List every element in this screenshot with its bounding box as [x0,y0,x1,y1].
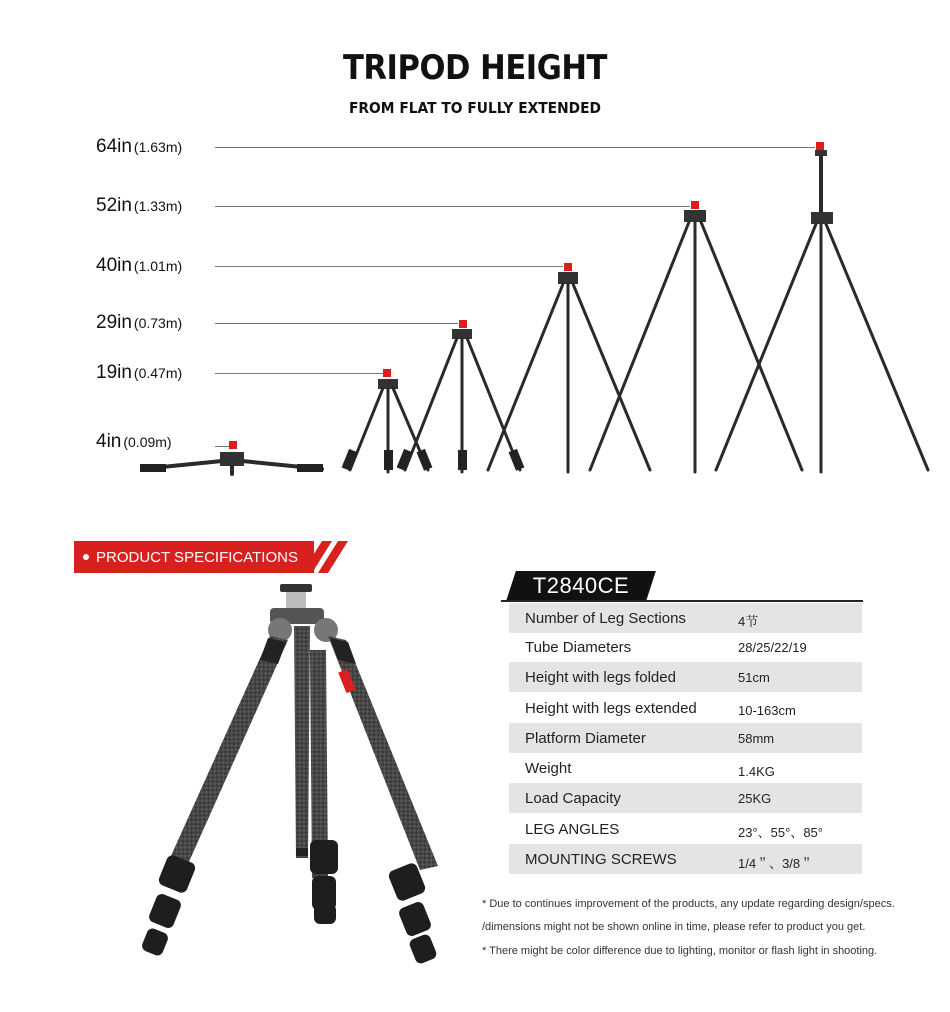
banner-label: PRODUCT SPECIFICATIONS [96,549,298,566]
spec-value: 58mm [738,731,775,746]
product-specifications-banner [74,541,336,573]
height-inches: 64in [96,136,132,157]
spec-row [509,783,862,813]
height-inches: 29in [96,312,132,333]
spec-value: 28/25/22/19 [738,640,807,655]
height-meters: (1.63m) [133,139,183,155]
spec-label: Weight [525,760,572,777]
height-meters: (1.33m) [133,198,183,214]
spec-row [509,632,862,662]
spec-label: Tube Diameters [525,639,632,656]
spec-value: 4节 [738,614,759,629]
spec-label: Height with legs extended [525,700,697,717]
disclaimer-note: * Due to continues improvement of the products, any update regarding design/specs. [482,898,895,910]
tripod-19in [342,379,433,472]
spec-label: LEG ANGLES [525,821,620,838]
tripod-flat [140,452,323,474]
height-meters: (0.09m) [123,434,172,450]
height-inches: 19in [96,362,132,383]
spec-label: Number of Leg Sections [525,610,686,627]
spec-value: 25KG [738,791,772,806]
height-meters: (0.73m) [133,315,183,331]
tripod-40in [488,272,650,472]
spec-row [509,693,862,723]
spec-row [509,753,862,783]
spec-label: Height with legs folded [525,669,676,686]
height-meters: (0.47m) [133,365,183,381]
page-title: TRIPOD HEIGHT [343,48,607,88]
spec-row [509,603,862,633]
page-subtitle: FROM FLAT TO FULLY EXTENDED [349,99,601,117]
spec-value: 10-163cm [738,703,796,718]
spec-value: 1/4＂、3/8＂ [738,856,814,871]
spec-row [509,844,862,874]
height-inches: 4in [96,431,122,452]
spec-row [509,814,862,844]
tripod-29in [397,329,525,472]
product-tripod-image [130,578,460,978]
spec-label: MOUNTING SCREWS [525,851,677,868]
height-meters: (1.01m) [133,258,183,274]
model-name: T2840CE [532,573,630,598]
disclaimer-note: * There might be color difference due to lighting, monitor or flash light in shooting. [482,945,878,957]
spec-row [509,662,862,692]
tripod-64in [716,150,928,472]
spec-label: Platform Diameter [525,730,646,747]
spec-value: 1.4KG [738,764,775,779]
model-underline [501,600,863,602]
height-inches: 52in [96,195,132,216]
spec-row [509,723,862,753]
tripod-height-illustration [0,0,950,490]
spec-value: 23°、55°、85° [738,825,823,840]
spec-value: 51cm [738,670,770,685]
tripod-52in [590,210,802,472]
bullet-icon [83,554,89,560]
disclaimer-note: /dimensions might not be shown online in time, please refer to product you get. [482,921,866,933]
spec-label: Load Capacity [525,790,621,807]
height-inches: 40in [96,255,132,276]
